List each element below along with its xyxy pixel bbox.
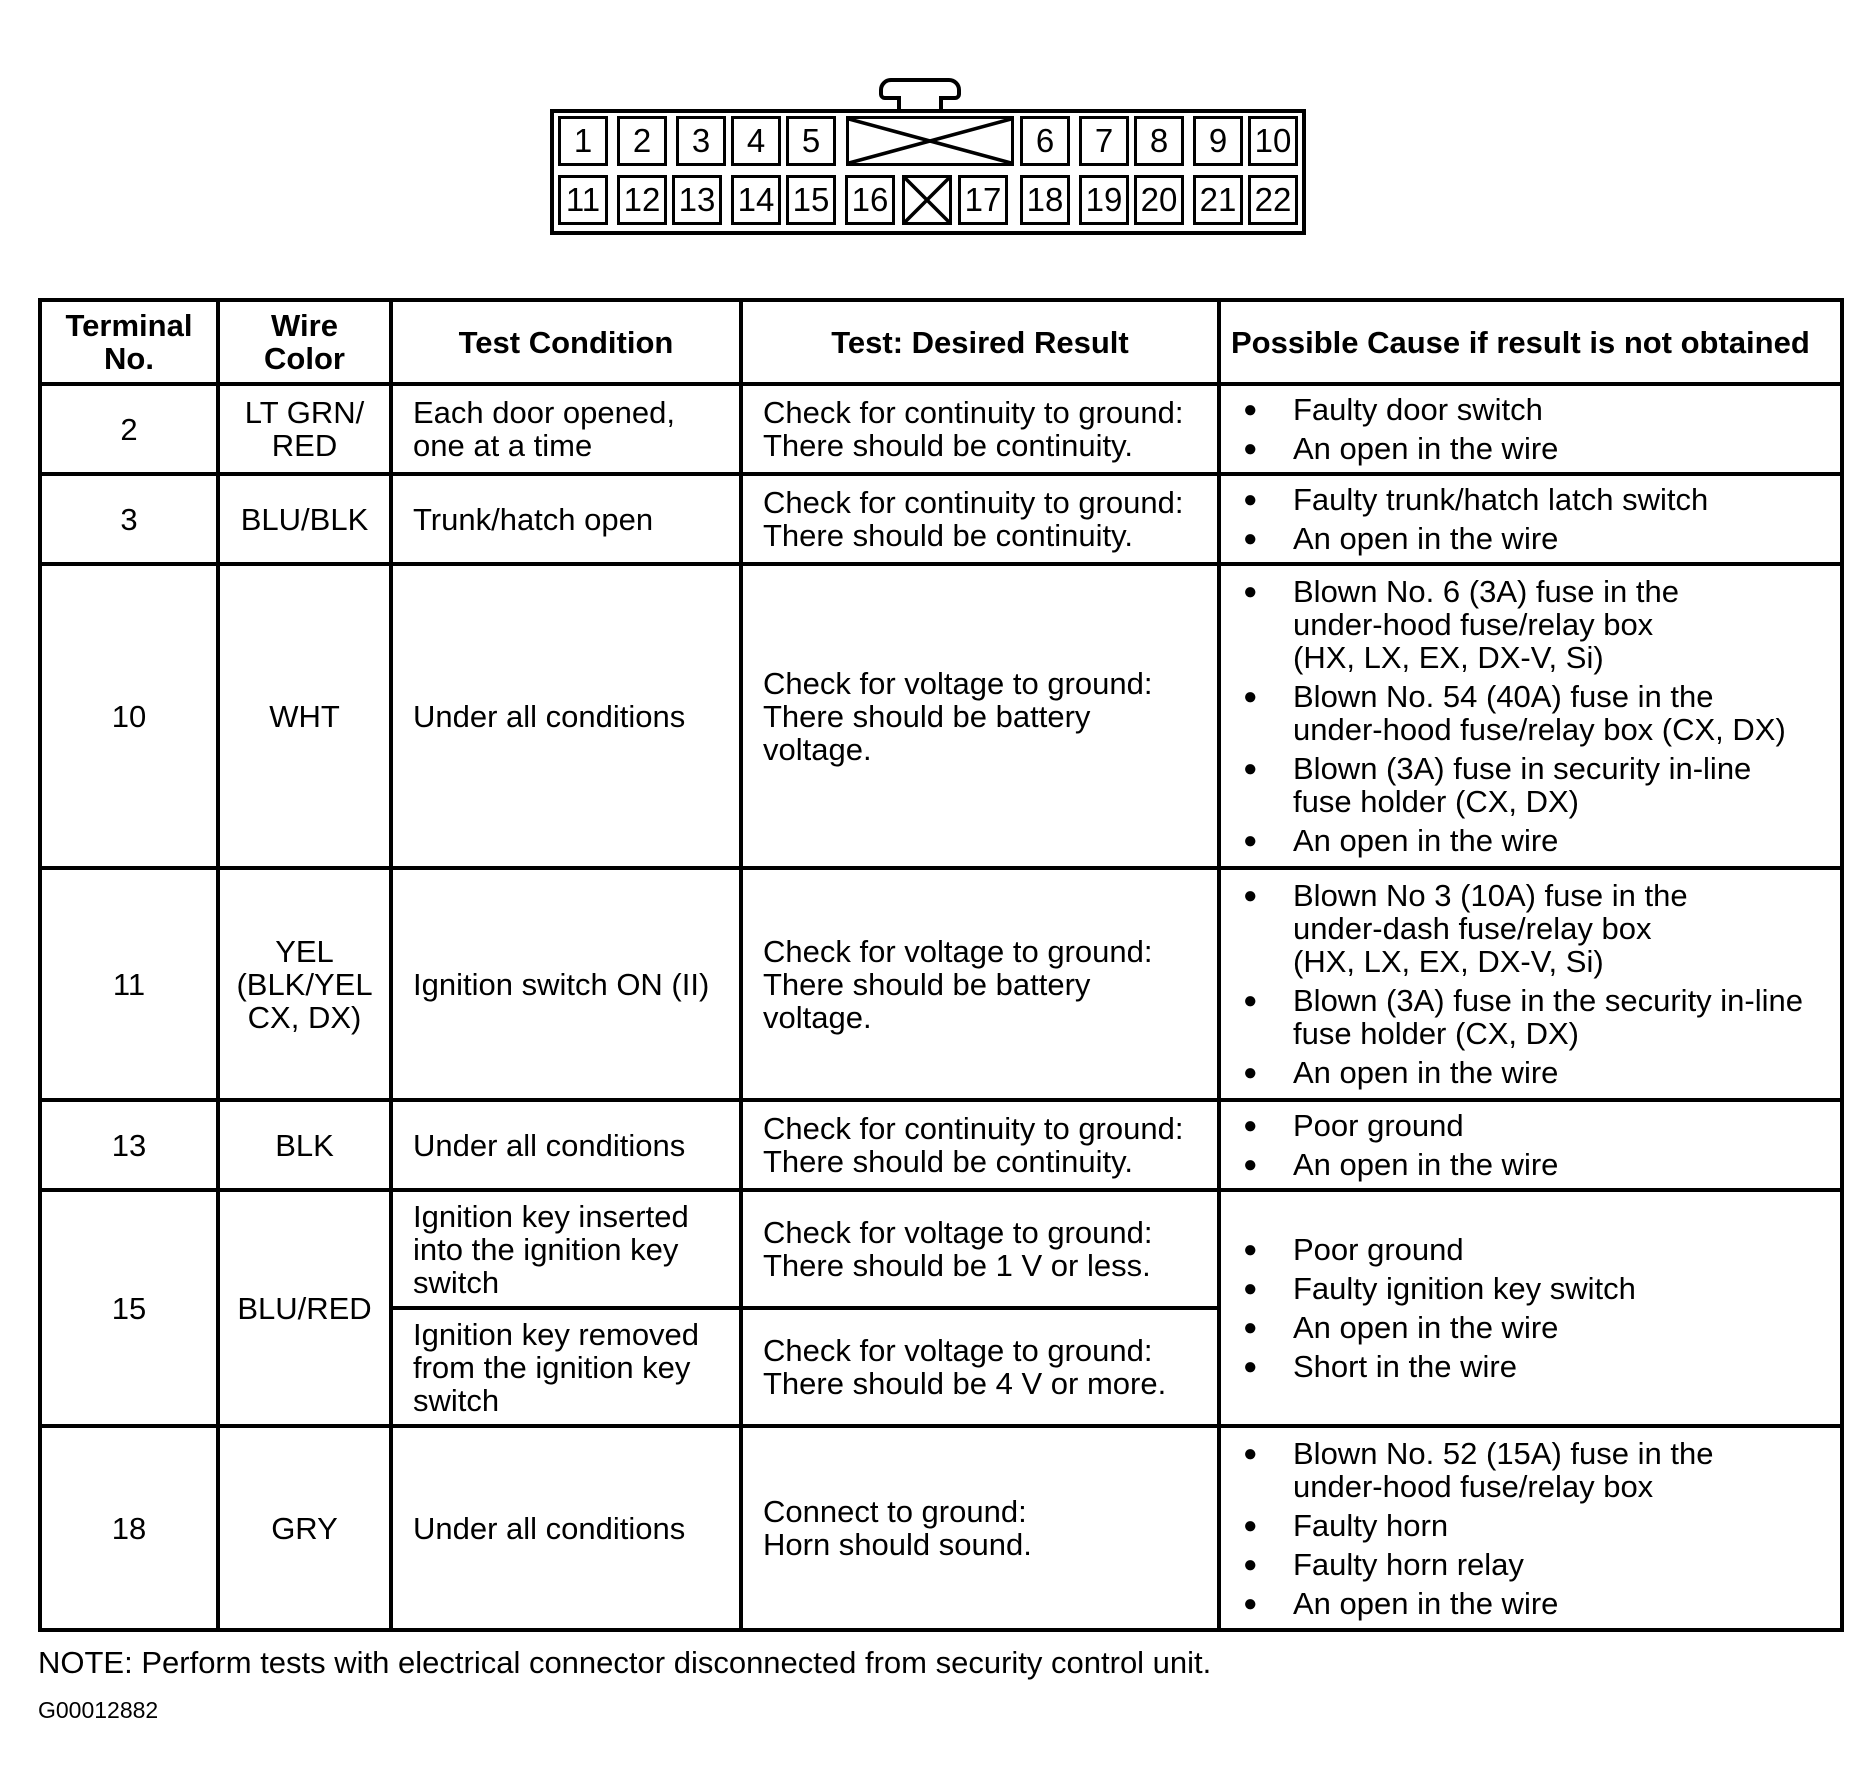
pin: 22 [1248, 175, 1298, 225]
desired-result-cell [741, 474, 1219, 564]
wire-color-cell [218, 384, 391, 474]
desired-result-cell-text: Check for continuity to ground: There should be continuity. [763, 395, 1184, 463]
desired-result-cell [741, 384, 1219, 474]
terminal-cell-text: 13 [111, 1127, 147, 1163]
terminal-cell-text: 11 [112, 966, 146, 1002]
test-condition-cell [391, 1308, 741, 1426]
header-test-condition [391, 300, 741, 384]
pin: 10 [1248, 116, 1298, 166]
header-terminal [40, 300, 218, 384]
desired-result-cell [741, 1426, 1219, 1630]
desired-result-cell-text: Check for voltage to ground: There should be 1 V or less. [763, 1215, 1153, 1283]
pin: 11 [558, 175, 608, 225]
test-condition-cell-text: Ignition key removed from the ignition key switch [413, 1316, 700, 1418]
pin: 9 [1193, 116, 1243, 166]
cause-item: ● An open in the wire [1243, 1056, 1840, 1089]
possible-cause-cell [1219, 384, 1842, 474]
wire-color-cell-text: BLU/RED [237, 1290, 372, 1326]
pin: 14 [731, 175, 781, 225]
test-condition-cell [391, 868, 741, 1100]
wire-color-cell-text: GRY [271, 1510, 338, 1546]
pin: 2 [617, 116, 667, 166]
table-body [40, 384, 1842, 1630]
terminal-cell [40, 1426, 218, 1630]
test-condition-cell-text: Ignition switch ON (II) [413, 966, 710, 1002]
pin: 18 [1020, 175, 1070, 225]
pin: 21 [1193, 175, 1243, 225]
pin: 19 [1079, 175, 1129, 225]
cause-item: ● Blown No. 54 (40A) fuse in the under-hood fuse/relay box (CX, DX) [1243, 680, 1840, 746]
desired-result-cell [741, 564, 1219, 868]
blocked-cavity-top [846, 116, 1014, 166]
cause-item: ● Blown (3A) fuse in security in-line fuse holder (CX, DX) [1243, 752, 1840, 818]
test-condition-cell [391, 1100, 741, 1190]
terminal-cell [40, 564, 218, 868]
table-row [40, 1190, 1842, 1308]
desired-result-cell [741, 1190, 1219, 1308]
cause-list [1221, 393, 1840, 465]
table-row [40, 474, 1842, 564]
note-text: NOTE: Perform tests with electrical connector disconnected from security control unit. [38, 1645, 1212, 1680]
header-result-label: Test: Desired Result [831, 324, 1129, 360]
terminal-test-table [38, 298, 1844, 1632]
possible-cause-cell [1219, 474, 1842, 564]
desired-result-cell-text: Check for continuity to ground: There should be continuity. [763, 485, 1184, 553]
header-desired-result [741, 300, 1219, 384]
terminal-cell [40, 474, 218, 564]
desired-result-cell-text: Check for voltage to ground: There should be battery voltage. [763, 933, 1153, 1035]
table-row [40, 564, 1842, 868]
table-row [40, 384, 1842, 474]
possible-cause-cell [1219, 868, 1842, 1100]
test-condition-cell [391, 1426, 741, 1630]
wire-color-cell-text: YEL (BLK/YEL CX, DX) [236, 933, 373, 1035]
wire-color-cell [218, 564, 391, 868]
possible-cause-cell [1219, 1190, 1842, 1426]
terminal-cell-text: 10 [111, 698, 147, 734]
pin: 4 [731, 116, 781, 166]
header-condition-label: Test Condition [458, 324, 674, 360]
pin: 15 [786, 175, 836, 225]
header-wire-color [218, 300, 391, 384]
cause-item: ● Blown (3A) fuse in the security in-line fuse holder (CX, DX) [1243, 984, 1840, 1050]
table-row [40, 868, 1842, 1100]
terminal-cell-text: 2 [120, 411, 138, 447]
test-condition-cell [391, 474, 741, 564]
desired-result-cell-text: Connect to ground: Horn should sound. [763, 1494, 1032, 1562]
cause-item: ● Faulty door switch [1243, 393, 1840, 426]
wire-color-cell [218, 474, 391, 564]
wire-color-cell-text: WHT [269, 698, 340, 734]
pin: 12 [617, 175, 667, 225]
wire-color-cell [218, 1100, 391, 1190]
pin: 5 [786, 116, 836, 166]
test-condition-cell [391, 564, 741, 868]
pin: 16 [845, 175, 895, 225]
cause-item: ● Faulty trunk/hatch latch switch [1243, 483, 1840, 516]
pin: 17 [958, 175, 1008, 225]
pin: 7 [1079, 116, 1129, 166]
figure-code: G00012882 [38, 1697, 159, 1723]
wire-color-cell-text: BLU/BLK [240, 501, 369, 537]
desired-result-cell [741, 1100, 1219, 1190]
desired-result-cell-text: Check for voltage to ground: There should be battery voltage. [763, 665, 1153, 767]
cause-item: ● Blown No. 52 (15A) fuse in the under-hood fuse/relay box [1243, 1437, 1840, 1503]
header-wire-label: Wire Color [264, 308, 345, 376]
wire-color-cell [218, 1190, 391, 1426]
cause-item: ● Blown No 3 (10A) fuse in the under-dash fuse/relay box (HX, LX, EX, DX-V, Si) [1243, 879, 1840, 978]
cause-item: ● Faulty horn relay [1243, 1548, 1840, 1581]
cause-item: ● An open in the wire [1243, 824, 1840, 857]
possible-cause-cell [1219, 1100, 1842, 1190]
test-condition-cell [391, 384, 741, 474]
cause-list [1221, 1109, 1840, 1181]
cause-item: ● An open in the wire [1243, 522, 1840, 555]
cause-item: ● Poor ground [1243, 1233, 1840, 1266]
cause-item: ● Poor ground [1243, 1109, 1840, 1142]
table-header-row [40, 300, 1842, 384]
desired-result-cell-text: Check for voltage to ground: There should be 4 V or more. [763, 1333, 1167, 1401]
wire-color-cell [218, 1426, 391, 1630]
possible-cause-cell [1219, 1426, 1842, 1630]
terminal-cell-text: 18 [111, 1510, 147, 1546]
possible-cause-cell [1219, 564, 1842, 868]
connector-diagram [550, 75, 1306, 240]
cause-list [1221, 1437, 1840, 1620]
test-condition-cell [391, 1190, 741, 1308]
wire-color-cell-text: LT GRN/ RED [244, 395, 365, 463]
test-condition-cell-text: Under all conditions [413, 1127, 686, 1163]
terminal-cell [40, 384, 218, 474]
terminal-cell-text: 15 [111, 1290, 147, 1326]
cause-item: ● Blown No. 6 (3A) fuse in the under-hood fuse/relay box (HX, LX, EX, DX-V, Si) [1243, 575, 1840, 674]
terminal-cell [40, 1190, 218, 1426]
cause-list [1221, 1233, 1840, 1383]
test-condition-cell-text: Ignition key inserted into the ignition key switch [413, 1198, 689, 1300]
pin: 13 [672, 175, 722, 225]
header-cause-label: Possible Cause if result is not obtained [1231, 324, 1810, 360]
table-row [40, 1100, 1842, 1190]
cause-item: ● An open in the wire [1243, 1148, 1840, 1181]
cause-item: ● Short in the wire [1243, 1350, 1840, 1383]
cause-list [1221, 483, 1840, 555]
cause-item: ● Faulty horn [1243, 1509, 1840, 1542]
pin: 6 [1020, 116, 1070, 166]
cause-list [1221, 575, 1840, 857]
pin: 8 [1134, 116, 1184, 166]
terminal-cell [40, 1100, 218, 1190]
header-terminal-label: Terminal No. [65, 308, 193, 376]
test-condition-cell-text: Trunk/hatch open [413, 501, 654, 537]
desired-result-cell [741, 1308, 1219, 1426]
desired-result-cell-text: Check for continuity to ground: There should be continuity. [763, 1111, 1184, 1179]
table-row [40, 1426, 1842, 1630]
test-condition-cell-text: Under all conditions [413, 698, 686, 734]
header-possible-cause [1219, 300, 1842, 384]
wire-color-cell [218, 868, 391, 1100]
test-condition-cell-text: Each door opened, one at a time [413, 395, 675, 463]
cause-item: ● An open in the wire [1243, 1311, 1840, 1344]
pin: 20 [1134, 175, 1184, 225]
cause-item: ● Faulty ignition key switch [1243, 1272, 1840, 1305]
connector-latch-neck [897, 96, 943, 109]
cause-item: ● An open in the wire [1243, 432, 1840, 465]
desired-result-cell [741, 868, 1219, 1100]
terminal-cell-text: 3 [120, 501, 138, 537]
terminal-cell [40, 868, 218, 1100]
cause-item: ● An open in the wire [1243, 1587, 1840, 1620]
test-condition-cell-text: Under all conditions [413, 1510, 686, 1546]
blocked-cavity-bottom [902, 175, 952, 225]
wire-color-cell-text: BLK [275, 1127, 334, 1163]
pin: 3 [676, 116, 726, 166]
cause-list [1221, 879, 1840, 1089]
pin: 1 [558, 116, 608, 166]
